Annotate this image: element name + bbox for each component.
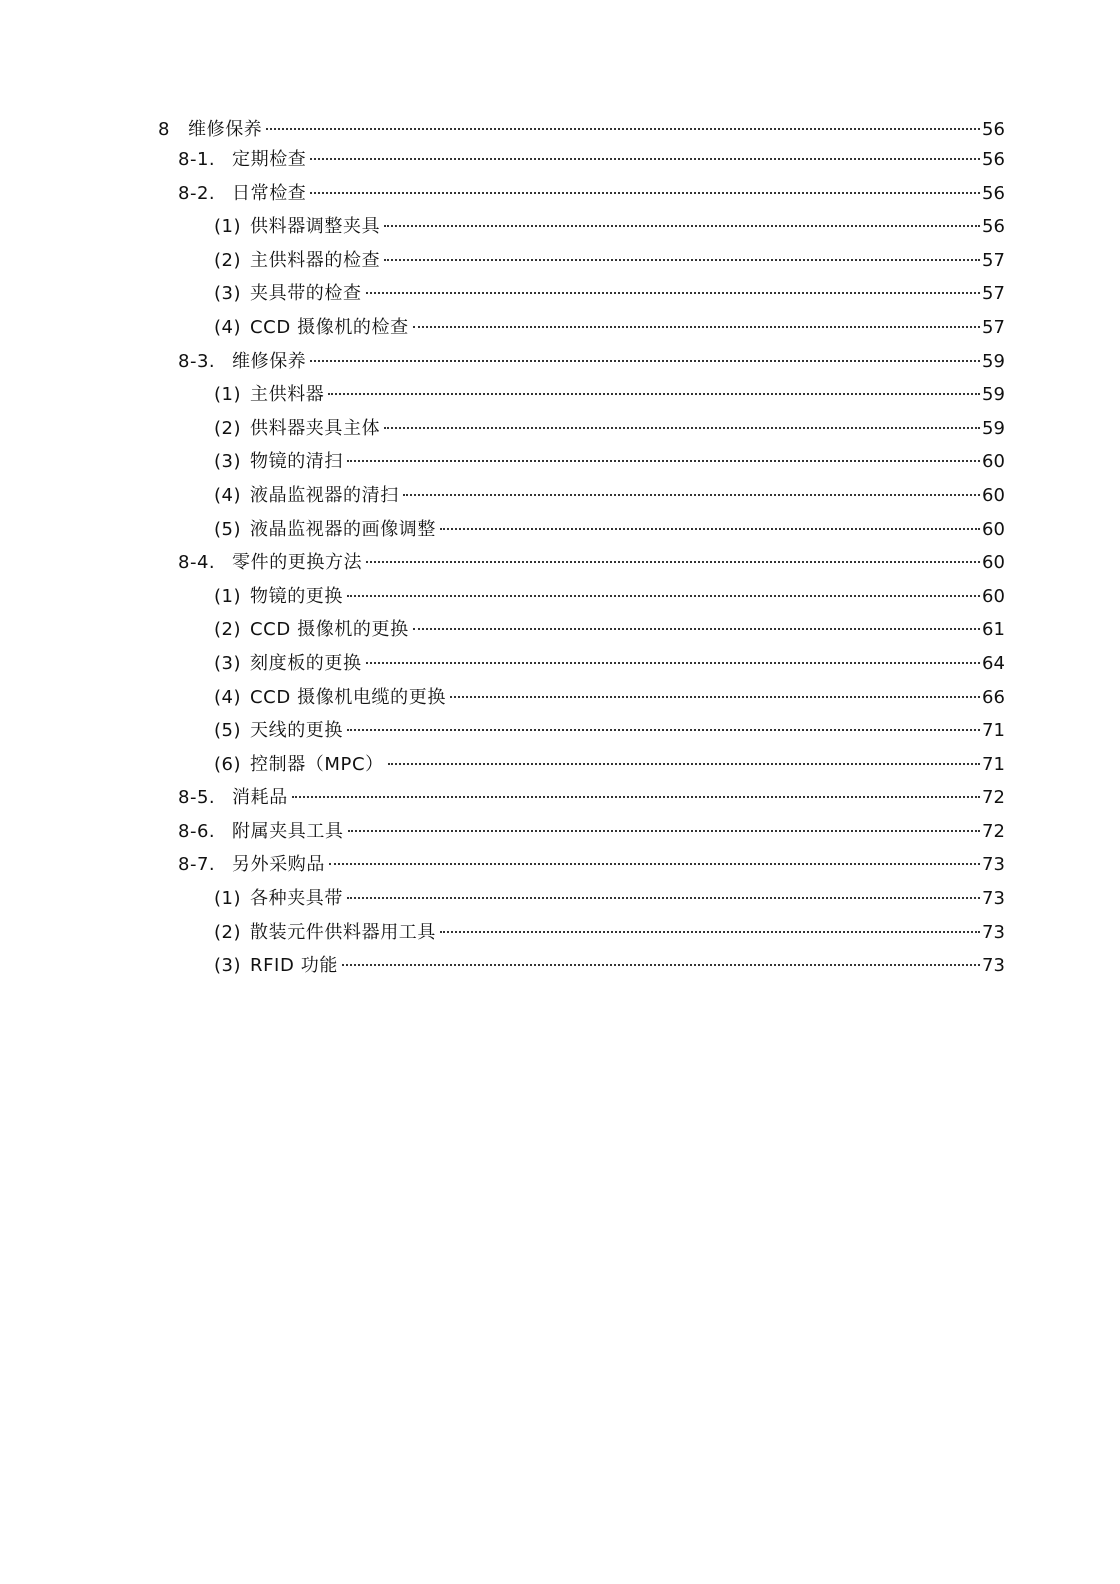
toc-entry-number: (2)	[214, 249, 241, 271]
toc-entry-number: (1)	[214, 888, 241, 910]
toc-entry-title: 另外采购品	[232, 854, 325, 876]
toc-entry-number: (1)	[214, 216, 241, 238]
toc-entry[interactable]	[158, 348, 1004, 382]
toc-entry-number: (3)	[214, 283, 241, 305]
toc-entry-title: 控制器（MPC）	[250, 753, 384, 775]
toc-entry-page-number: 73	[982, 921, 1005, 943]
toc-entry-page-number: 61	[982, 619, 1005, 641]
toc-entry-title: 零件的更换方法	[232, 552, 363, 574]
toc-entry[interactable]	[158, 952, 1004, 986]
dot-leader	[366, 292, 980, 294]
dot-leader	[384, 259, 980, 261]
toc-entry-number: (3)	[214, 652, 241, 674]
dot-leader	[384, 225, 980, 227]
dot-leader	[347, 595, 980, 597]
toc-entry-title: 刻度板的更换	[250, 652, 362, 674]
toc-entry[interactable]	[158, 180, 1004, 214]
dot-leader	[348, 830, 980, 832]
toc-entry[interactable]	[158, 516, 1004, 550]
toc-entry[interactable]	[158, 616, 1004, 650]
toc-entry[interactable]	[158, 213, 1004, 247]
toc-entry[interactable]	[158, 415, 1004, 449]
toc-entry[interactable]	[158, 146, 1004, 180]
toc-entry-title: 定期检查	[232, 149, 307, 170]
dot-leader	[292, 796, 980, 798]
toc-entry-number: 8	[158, 119, 170, 140]
toc-entry[interactable]	[158, 684, 1004, 718]
toc-entry-page-number: 73	[982, 854, 1005, 876]
toc-entry-title: 液晶监视器的清扫	[250, 484, 399, 506]
toc-entry-title: 主供料器的检查	[250, 249, 381, 271]
toc-entry-page-number: 60	[982, 451, 1005, 473]
toc-entry[interactable]	[158, 818, 1004, 852]
table-of-contents	[158, 116, 1004, 986]
toc-entry-title: 供料器调整夹具	[250, 216, 381, 238]
toc-entry-title: 各种夹具带	[250, 888, 343, 910]
toc-entry-number: (1)	[214, 585, 241, 607]
toc-entry-title: CCD 摄像机电缆的更换	[250, 686, 446, 708]
toc-entry-title: 供料器夹具主体	[250, 417, 381, 439]
dot-leader	[329, 863, 980, 865]
toc-entry-page-number: 71	[982, 720, 1005, 742]
dot-leader	[266, 128, 980, 130]
toc-entry-page-number: 60	[982, 585, 1005, 607]
toc-entry-title: 散装元件供料器用工具	[250, 921, 436, 943]
toc-entry-page-number: 73	[982, 888, 1005, 910]
toc-entry-title: 天线的更换	[250, 720, 343, 742]
dot-leader	[440, 528, 980, 530]
toc-entry-page-number: 71	[982, 753, 1005, 775]
toc-entry-number: 8-6.	[178, 820, 216, 842]
dot-leader	[366, 561, 980, 563]
toc-entry[interactable]	[158, 919, 1004, 953]
toc-entry-title: 日常检查	[232, 182, 307, 204]
dot-leader	[403, 494, 980, 496]
toc-entry-page-number: 72	[982, 787, 1005, 809]
dot-leader	[328, 393, 980, 395]
dot-leader	[366, 662, 980, 664]
dot-leader	[440, 931, 980, 933]
toc-entry-number: (4)	[214, 484, 241, 506]
toc-entry-number: (6)	[214, 753, 241, 775]
toc-entry-title: 夹具带的检查	[250, 283, 362, 305]
toc-entry[interactable]	[158, 116, 1004, 146]
toc-entry-title: 维修保养	[188, 119, 263, 140]
dot-leader	[450, 696, 980, 698]
toc-entry-page-number: 57	[982, 283, 1005, 305]
toc-entry[interactable]	[158, 851, 1004, 885]
toc-entry-page-number: 56	[982, 182, 1005, 204]
toc-entry-title: CCD 摄像机的更换	[250, 619, 409, 641]
dot-leader	[347, 460, 980, 462]
toc-entry[interactable]	[158, 448, 1004, 482]
toc-entry-page-number: 57	[982, 316, 1005, 338]
toc-entry[interactable]	[158, 247, 1004, 281]
toc-entry-title: 物镜的清扫	[250, 451, 343, 473]
toc-entry-page-number: 60	[982, 552, 1005, 574]
toc-entry[interactable]	[158, 381, 1004, 415]
toc-entry-number: 8-2.	[178, 182, 216, 204]
toc-entry-number: (5)	[214, 518, 241, 540]
toc-entry[interactable]	[158, 784, 1004, 818]
toc-entry[interactable]	[158, 314, 1004, 348]
toc-entry-title: 消耗品	[232, 787, 288, 809]
toc-entry-title: 附属夹具工具	[232, 820, 344, 842]
dot-leader	[310, 192, 980, 194]
toc-entry-number: (3)	[214, 955, 241, 977]
toc-entry-page-number: 64	[982, 652, 1005, 674]
dot-leader	[310, 360, 980, 362]
toc-entry-page-number: 57	[982, 249, 1005, 271]
toc-entry[interactable]	[158, 751, 1004, 785]
toc-entry-number: 8-4.	[178, 552, 216, 574]
dot-leader	[388, 763, 980, 765]
toc-entry-page-number: 59	[982, 384, 1005, 406]
dot-leader	[347, 729, 980, 731]
toc-entry-number: (2)	[214, 921, 241, 943]
toc-entry-page-number: 56	[982, 149, 1005, 170]
toc-entry-title: CCD 摄像机的检查	[250, 316, 409, 338]
toc-entry-page-number: 56	[982, 216, 1005, 238]
toc-entry[interactable]	[158, 717, 1004, 751]
toc-entry-number: (5)	[214, 720, 241, 742]
dot-leader	[347, 897, 980, 899]
toc-entry-page-number: 73	[982, 955, 1005, 977]
toc-entry-number: (4)	[214, 686, 241, 708]
toc-entry[interactable]	[158, 280, 1004, 314]
toc-entry-number: (1)	[214, 384, 241, 406]
toc-entry[interactable]	[158, 482, 1004, 516]
toc-entry-number: (3)	[214, 451, 241, 473]
toc-entry-number: (2)	[214, 619, 241, 641]
toc-entry-page-number: 72	[982, 820, 1005, 842]
toc-entry-page-number: 59	[982, 350, 1005, 372]
toc-entry-title: 主供料器	[250, 384, 325, 406]
toc-entry-page-number: 56	[982, 119, 1005, 140]
toc-entry[interactable]	[158, 583, 1004, 617]
toc-entry-title: RFID 功能	[250, 955, 338, 977]
toc-entry-page-number: 59	[982, 417, 1005, 439]
toc-entry[interactable]	[158, 549, 1004, 583]
toc-entry-number: 8-5.	[178, 787, 216, 809]
toc-entry-page-number: 60	[982, 484, 1005, 506]
toc-entry[interactable]	[158, 885, 1004, 919]
dot-leader	[413, 326, 980, 328]
toc-entry-page-number: 60	[982, 518, 1005, 540]
dot-leader	[413, 628, 980, 630]
toc-entry-number: (2)	[214, 417, 241, 439]
toc-entry-title: 维修保养	[232, 350, 307, 372]
toc-entry-number: 8-3.	[178, 350, 216, 372]
toc-entry-title: 物镜的更换	[250, 585, 343, 607]
toc-entry-number: 8-7.	[178, 854, 216, 876]
toc-entry-title: 液晶监视器的画像调整	[250, 518, 436, 540]
toc-entry-page-number: 66	[982, 686, 1005, 708]
toc-entry-number: 8-1.	[178, 149, 216, 170]
toc-entry[interactable]	[158, 650, 1004, 684]
dot-leader	[384, 427, 980, 429]
toc-entry-number: (4)	[214, 316, 241, 338]
dot-leader	[342, 964, 980, 966]
dot-leader	[310, 158, 980, 160]
